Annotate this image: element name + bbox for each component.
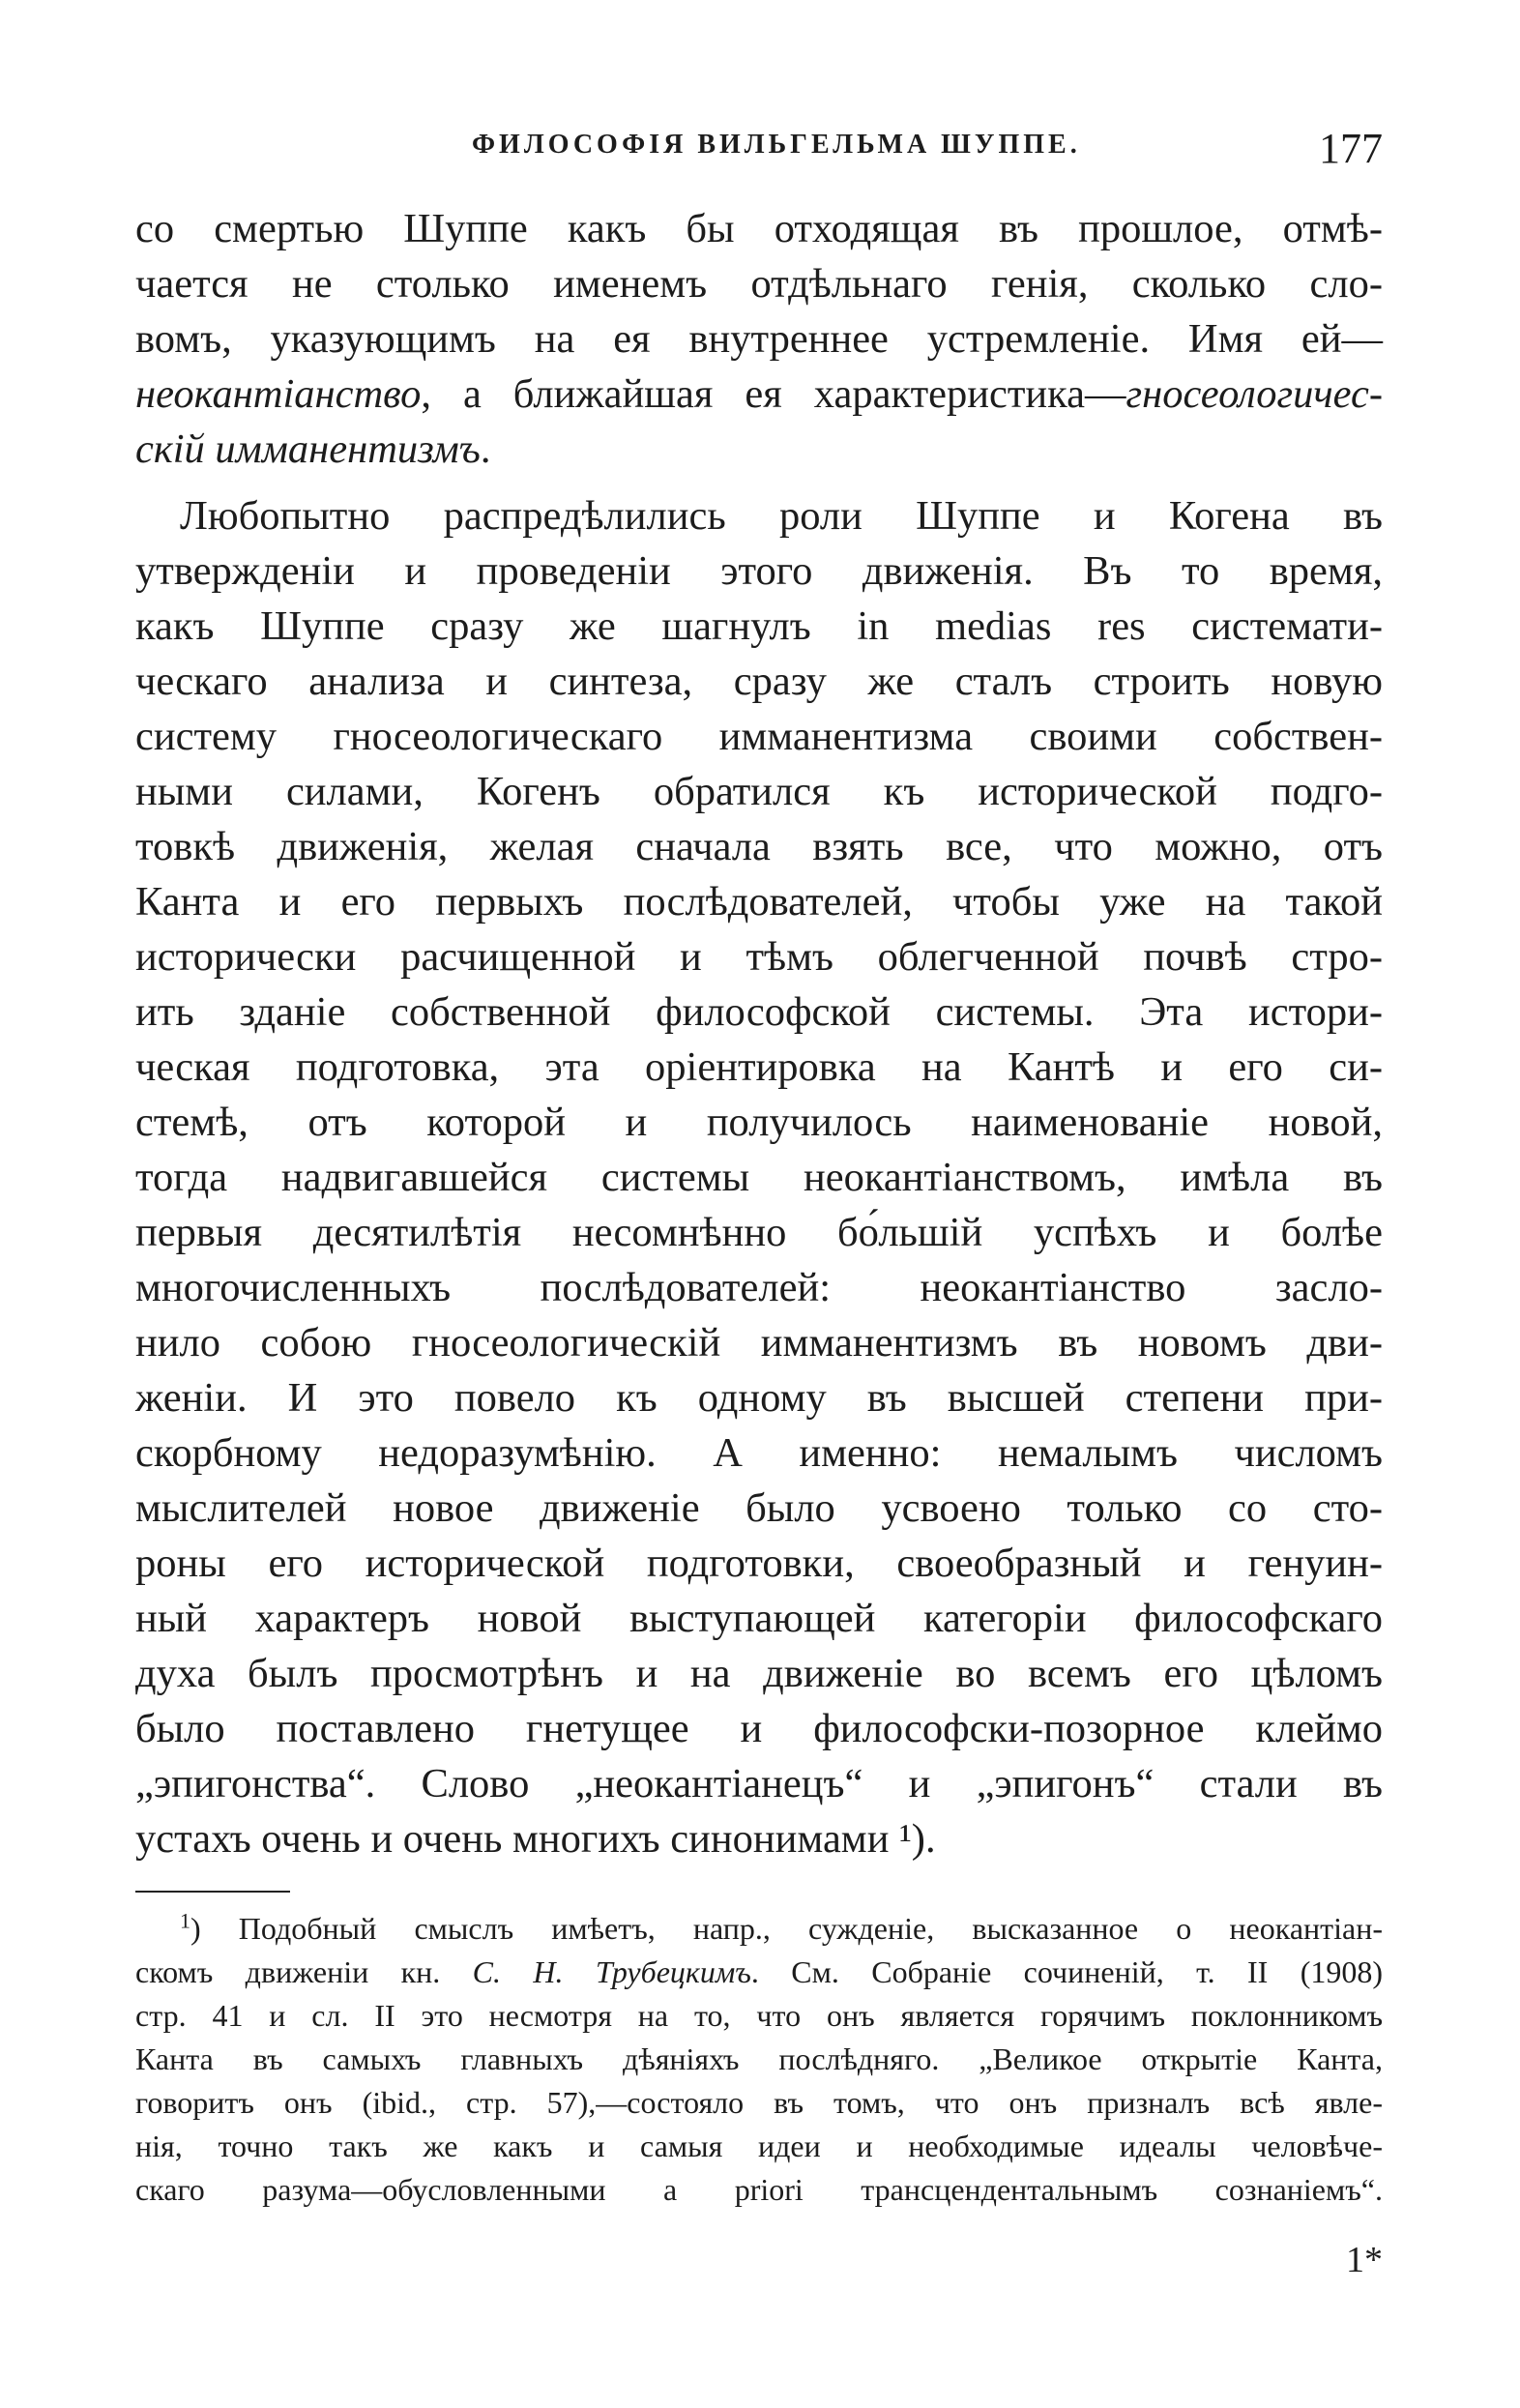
text-line — [135, 422, 1383, 477]
text-fragment: . — [480, 426, 491, 472]
text-line: духа былъ просмотрѣнъ и на движеніе во всемъ его цѣломъ — [135, 1651, 1383, 1696]
text-line: со смертью Шуппе какъ бы отходящая въ прошлое, отмѣ- — [135, 206, 1383, 251]
text-line: скорбному недоразумѣнію. А именно: немалымъ числомъ — [135, 1430, 1383, 1476]
text-line: Любопытно распредѣлились роли Шуппе и Когена въ — [180, 493, 1383, 539]
text-line: чается не столько именемъ отдѣльнаго генія, сколько сло- — [135, 261, 1383, 307]
text-line: мыслителей новое движеніе было усвоено только со сто- — [135, 1485, 1383, 1531]
text-line — [135, 367, 1383, 422]
page-number: 177 — [1319, 125, 1383, 172]
signature-mark: 1* — [1346, 2240, 1383, 2280]
text-line: вомъ, указующимъ на ея внутреннее устремленіе. Имя ей— — [135, 316, 1383, 362]
text-line: многочисленныхъ послѣдователей: неокантіанство засло- — [135, 1265, 1383, 1310]
text-line: ческая подготовка, эта оріентировка на Кантѣ и его си- — [135, 1044, 1383, 1090]
text-fragment: , а ближайшая ея характеристика— — [421, 371, 1126, 417]
text-line: нило собою гносеологическій имманентизмъ въ новомъ дви- — [135, 1320, 1383, 1366]
footnote-line: Канта въ самыхъ главныхъ дѣяніяхъ послѣдняго. „Великое открытіе Канта, — [135, 2041, 1383, 2076]
italic-term: неокантіанство — [135, 371, 422, 417]
footnote-marker: 1 — [180, 1908, 190, 1933]
footnote-rule — [135, 1891, 290, 1893]
text-line: ными силами, Когенъ обратился къ исторической подго- — [135, 769, 1383, 814]
paragraph-gap — [135, 477, 1383, 488]
text-line: устахъ очень и очень многихъ синонимами ¹). — [135, 1816, 936, 1862]
footnote — [135, 1907, 1383, 2212]
text-line: „эпигонства“. Слово „неокантіанецъ“ и „эпигонъ“ стали въ — [135, 1761, 1383, 1806]
footnote-line: говоритъ онъ (ibid., стр. 57),—состояло въ томъ, что онъ призналъ всѣ явле- — [135, 2085, 1383, 2120]
footnote-line: скаго разума—обусловленными a priori трансцендентальнымъ сознаніемъ“. — [135, 2172, 1383, 2207]
italic-term: скій имманентизмъ — [135, 426, 481, 472]
text-line: товкѣ движенія, желая сначала взять все, что можно, отъ — [135, 824, 1383, 869]
text-line: какъ Шуппе сразу же шагнулъ in medias res системати- — [135, 603, 1383, 649]
text-line: Канта и его первыхъ послѣдователей, чтобы уже на такой — [135, 879, 1383, 925]
text-line: ный характеръ новой выступающей категоріи философскаго — [135, 1596, 1383, 1641]
text-line: тогда надвигавшейся системы неокантіанствомъ, имѣла въ — [135, 1155, 1383, 1200]
text-line: первыя десятилѣтія несомнѣнно бо́льшій успѣхъ и болѣе — [135, 1210, 1383, 1255]
footnote-line: нія, точно такъ же какъ и самыя идеи и необходимые идеалы человѣче- — [135, 2129, 1383, 2163]
footnote-line: стр. 41 и сл. II это несмотря на то, что онъ является горячимъ поклонникомъ — [135, 1998, 1383, 2033]
running-head — [135, 124, 1383, 172]
text-line: утвержденіи и проведеніи этого движенія. Въ то время, — [135, 548, 1383, 594]
text-line: ческаго анализа и синтеза, сразу же сталъ строить новую — [135, 659, 1383, 704]
text-line: исторически расчищенной и тѣмъ облегченной почвѣ стро- — [135, 934, 1383, 980]
text-line: ить зданіе собственной философской системы. Эта истори- — [135, 989, 1383, 1035]
running-title: ФИЛОСОФІЯ ВИЛЬГЕЛЬМА ШУППЕ. — [472, 130, 1081, 160]
text-line: роны его исторической подготовки, своеобразный и генуин- — [135, 1541, 1383, 1586]
italic-author: С. Н. Трубецкимъ — [472, 1954, 751, 1989]
italic-term: гносеологичес- — [1125, 371, 1383, 417]
footnote-line — [135, 1907, 1383, 1951]
footnote-line — [135, 1951, 1383, 1994]
main-text — [135, 201, 1383, 1866]
footnote-text: ) Подобный смыслъ имѣетъ, напр., сужденіе, высказанное о неокантіан- — [190, 1911, 1383, 1946]
footnote-text: скомъ движеніи кн. — [135, 1954, 473, 1989]
text-line: женіи. И это повело къ одному въ высшей степени при- — [135, 1375, 1383, 1421]
text-line: систему гносеологическаго имманентизма своими собствен- — [135, 714, 1383, 759]
text-line: было поставлено гнетущее и философски-позорное клеймо — [135, 1706, 1383, 1751]
text-line: стемѣ, отъ которой и получилось наименованіе новой, — [135, 1100, 1383, 1145]
footnote-text: . См. Собраніе сочиненій, т. II (1908) — [750, 1954, 1384, 1989]
